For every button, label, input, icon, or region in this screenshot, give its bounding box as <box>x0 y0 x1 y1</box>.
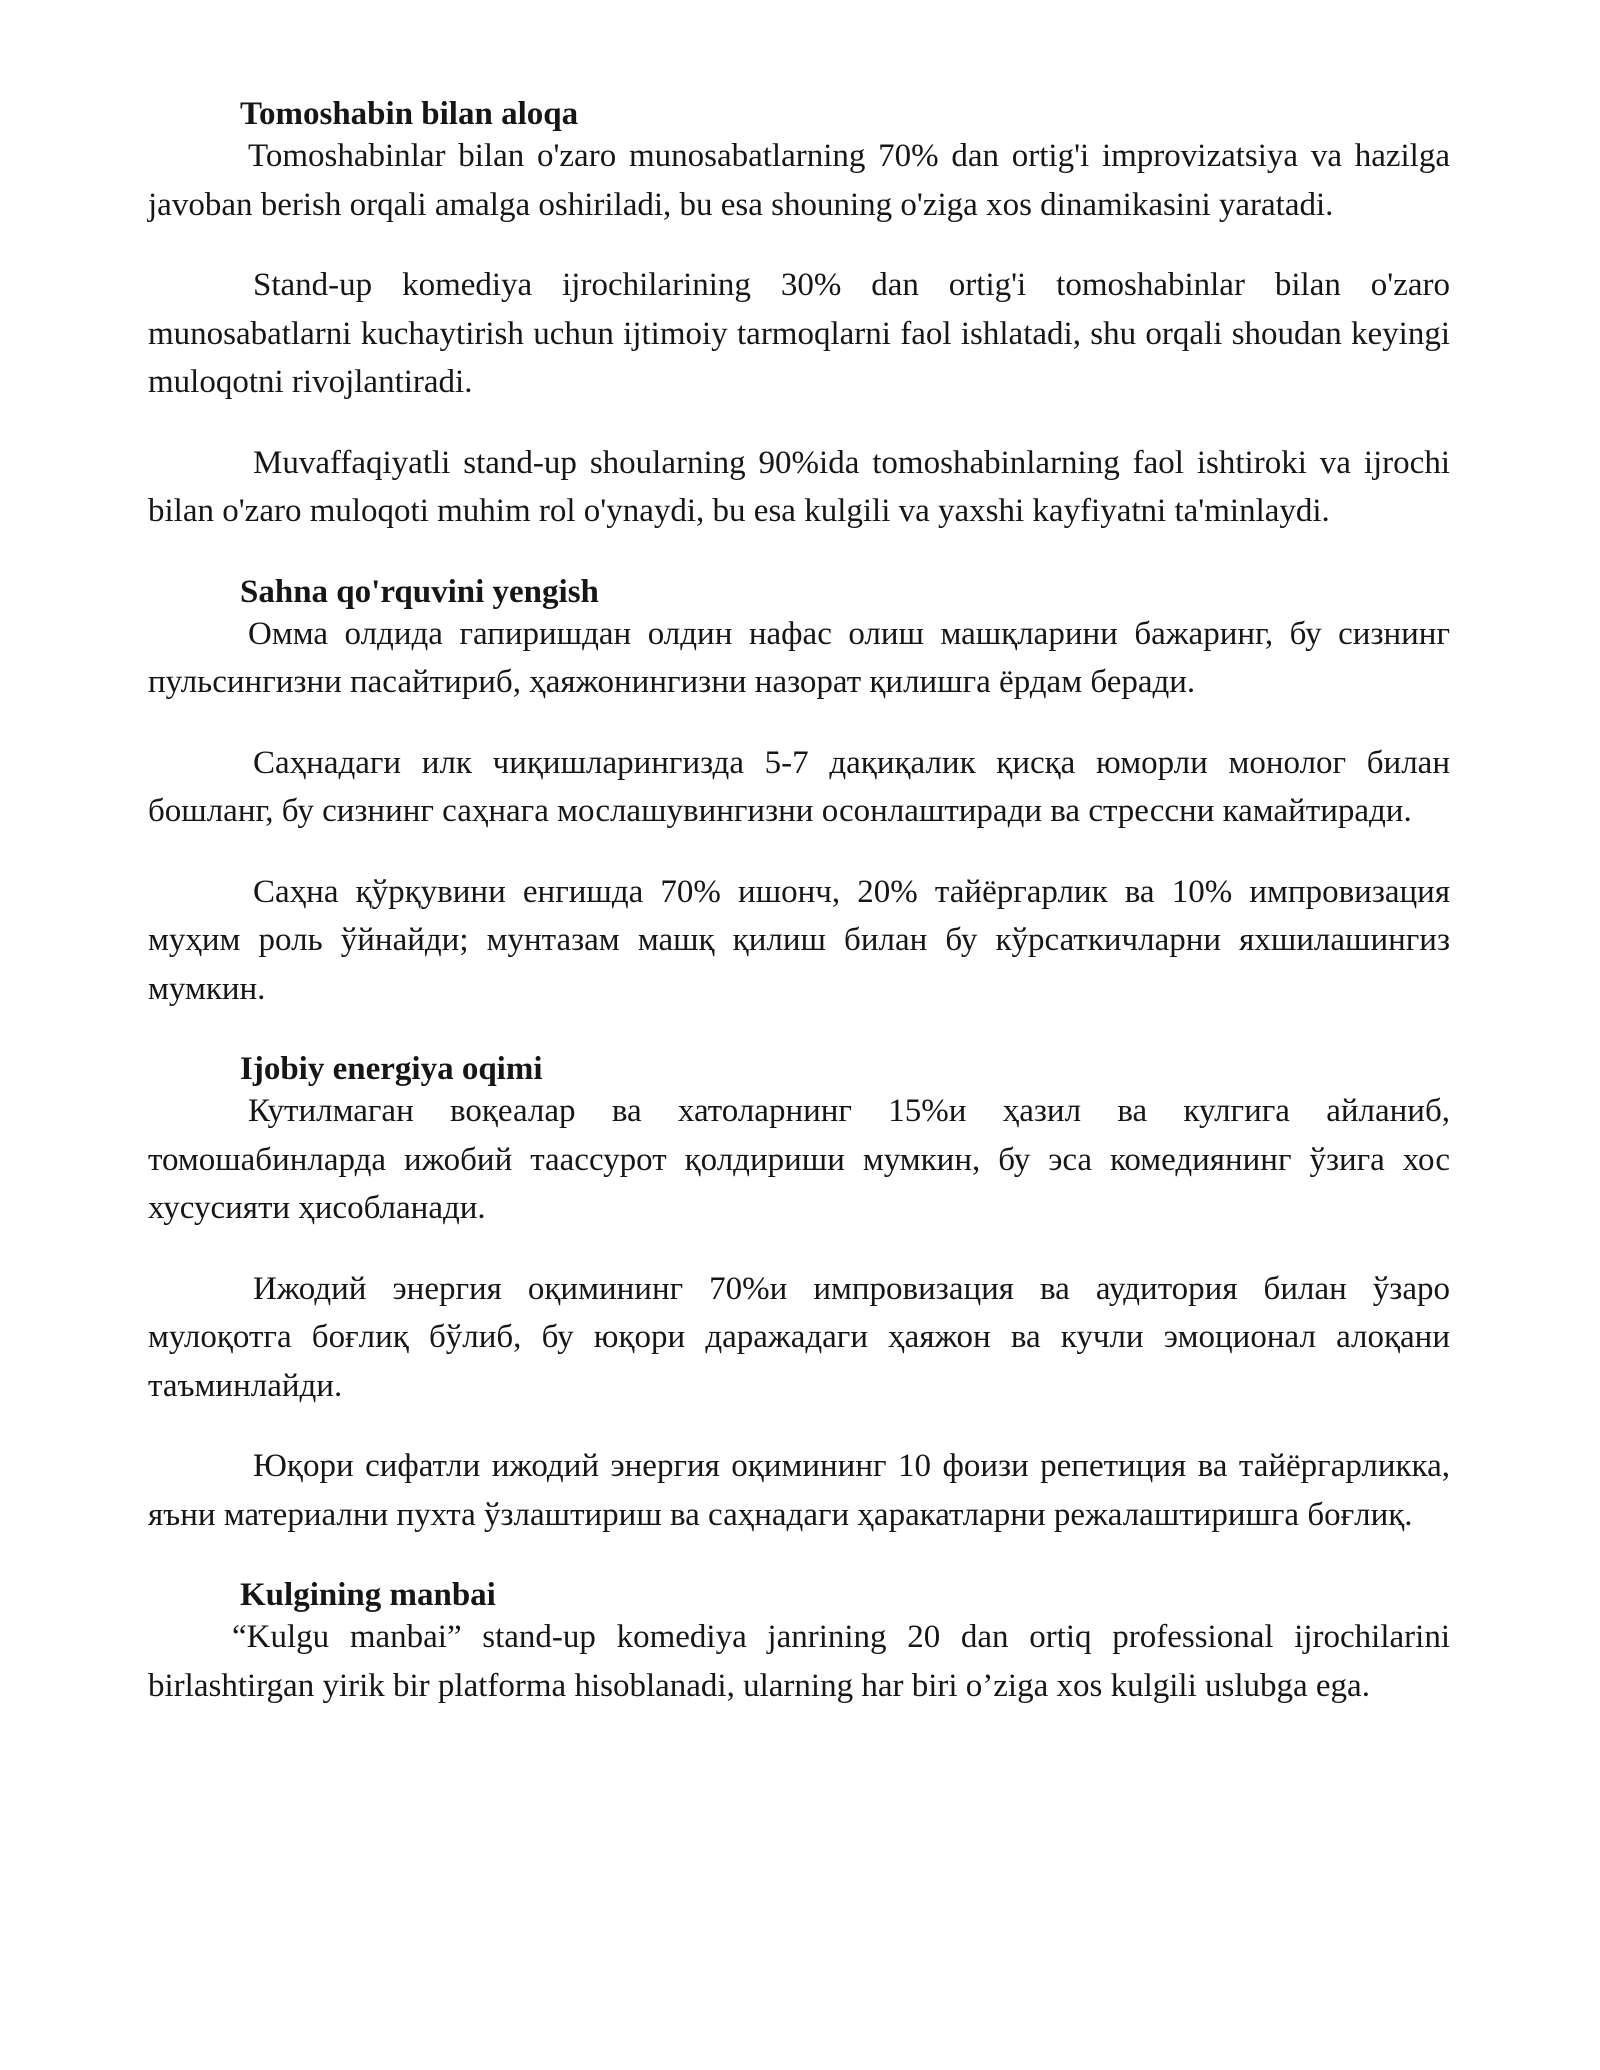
paragraph: Саҳнадаги илк чиқишларингизда 5-7 дақиқалик қисқа юморли монолог билан бошланг, бу сизнинг саҳнага мослашувингизни осонлаштиради ва стрессни камайтиради. <box>148 744 1450 829</box>
paragraph: Muvaffaqiyatli stand-up shoularning 90%ida tomoshabinlarning faol ishtiroki va ijrochi bilan o'zaro muloqoti muhim rol o'ynaydi, bu esa kulgili va yaxshi kayfiyatni ta'minlaydi. <box>148 444 1450 529</box>
paragraph: Саҳна қўрқувини енгишда 70% ишонч, 20% тайёргарлик ва 10% импровизация муҳим роль ўйнайди; мунтазам машқ қилиш билан бу кўрсаткичларни яхшилашингиз мумкин. <box>148 873 1450 1007</box>
paragraph: Ижодий энергия оқимининг 70%и импровизация ва аудитория билан ўзаро мулоқотга боғлиқ бўлиб, бу юқори даражадаги ҳаяжон ва кучли эмоционал алоқани таъминлайди. <box>148 1270 1450 1404</box>
paragraph: Stand-up komediya ijrochilarining 30% dan ortig'i tomoshabinlar bilan o'zaro munosabatlarni kuchaytirish uchun ijtimoiy tarmoqlarni faol ishlatadi, shu orqali shoudan keyingi muloqotni rivojlantiradi. <box>148 267 1450 400</box>
section-stage-fear <box>148 568 1450 1014</box>
section-laughter-source <box>148 1571 1450 1710</box>
section-heading: Sahna qo'rquvini yengish <box>240 573 599 610</box>
paragraph: Юқори сифатли ижодий энергия оқимининг 10 фоизи репетиция ва тайёргарликка, яъни материални пухта ўзлаштириш ва саҳнадаги ҳаракатларни режалаштиришга боғлиқ. <box>148 1448 1450 1533</box>
section-positive-energy <box>148 1045 1450 1539</box>
section-heading: Tomoshabin bilan aloqa <box>240 96 579 132</box>
section-audience-connection <box>148 90 1450 536</box>
paragraph: Кутилмаган воқеалар ва хатоларнинг 15%и ҳазил ва кулгига айланиб, томошабинларда ижобий таассурот қолдириши мумкин, бу эса комедиянинг ўзига хос хусусияти ҳисобланади. <box>148 1093 1450 1226</box>
document-page <box>148 90 1450 1710</box>
paragraph: Омма олдида гапиришдан олдин нафас олиш машқларини бажаринг, бу сизнинг пульсингизни пасайтириб, ҳаяжонингизни назорат қилишга ёрдам беради. <box>148 615 1450 700</box>
section-heading: Ijobiy energiya oqimi <box>240 1051 543 1087</box>
section-heading: Kulgining manbai <box>240 1577 496 1613</box>
paragraph: “Kulgu manbai” stand-up komediya janrining 20 dan ortiq professional ijrochilarini birlashtirgan yirik bir platforma hisoblanadi, ularning har biri o’ziga xos kulgili uslubga ega. <box>148 1619 1450 1704</box>
paragraph: Tomoshabinlar bilan o'zaro munosabatlarning 70% dan ortig'i improvizatsiya va hazilga javoban berish orqali amalga oshiriladi, bu esa shouning o'ziga xos dinamikasini yaratadi. <box>148 138 1450 223</box>
